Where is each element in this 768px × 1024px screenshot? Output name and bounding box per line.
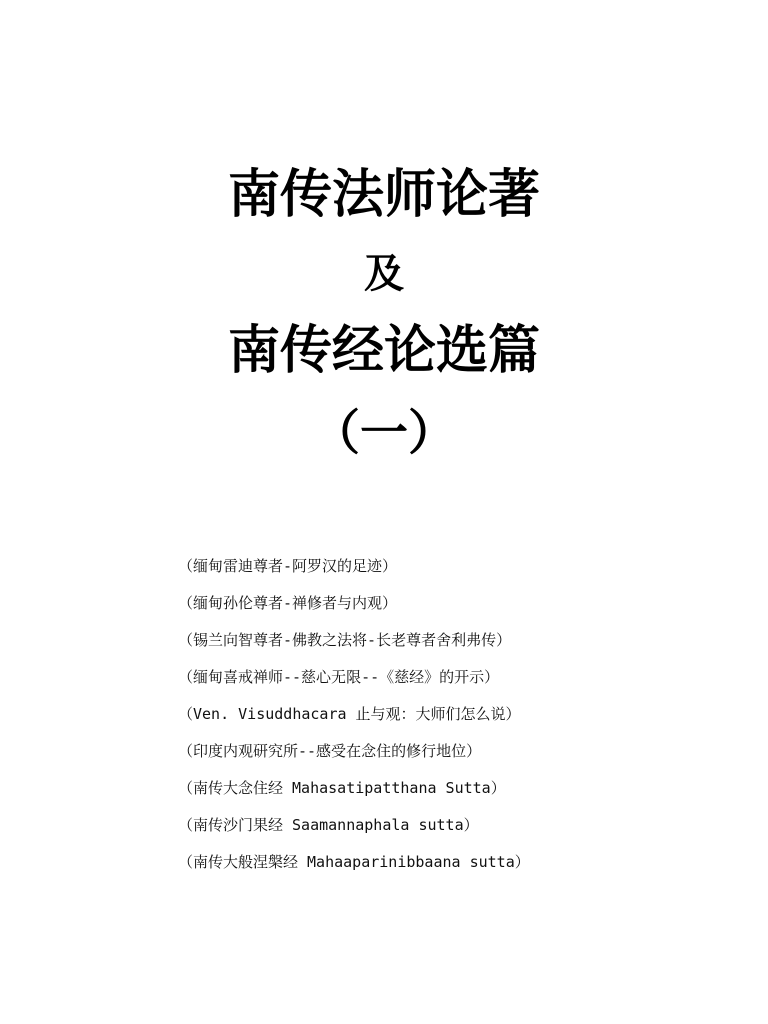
contents-item: （印度内观研究所--感受在念住的修行地位） [178,742,482,760]
contents-item: （南传大般涅槃经 Mahaaparinibbaana sutta） [178,853,530,871]
contents-item: （缅甸雷迪尊者-阿罗汉的足迹） [178,557,398,575]
contents-item: （南传沙门果经 Saamannaphala sutta） [178,816,479,834]
cover-title-line-1: 南传法师论著 [227,165,540,225]
cover-volume-number: （一） [311,405,456,461]
contents-item: （南传大念住经 Mahasatipatthana Sutta） [178,779,506,797]
cover-title-line-3: 南传经论选篇 [227,321,540,381]
contents-list [178,548,738,881]
cover-title-line-2: 及 [364,251,404,297]
contents-item: （缅甸喜戒禅师--慈心无限--《慈经》的开示） [178,668,500,686]
contents-item: （Ven. Visuddhacara 止与观：大师们怎么说） [178,705,521,723]
contents-item: （锡兰向智尊者-佛教之法将-长老尊者舍利弗传） [178,631,512,649]
contents-item: （缅甸孙伦尊者-禅修者与内观） [178,594,398,612]
